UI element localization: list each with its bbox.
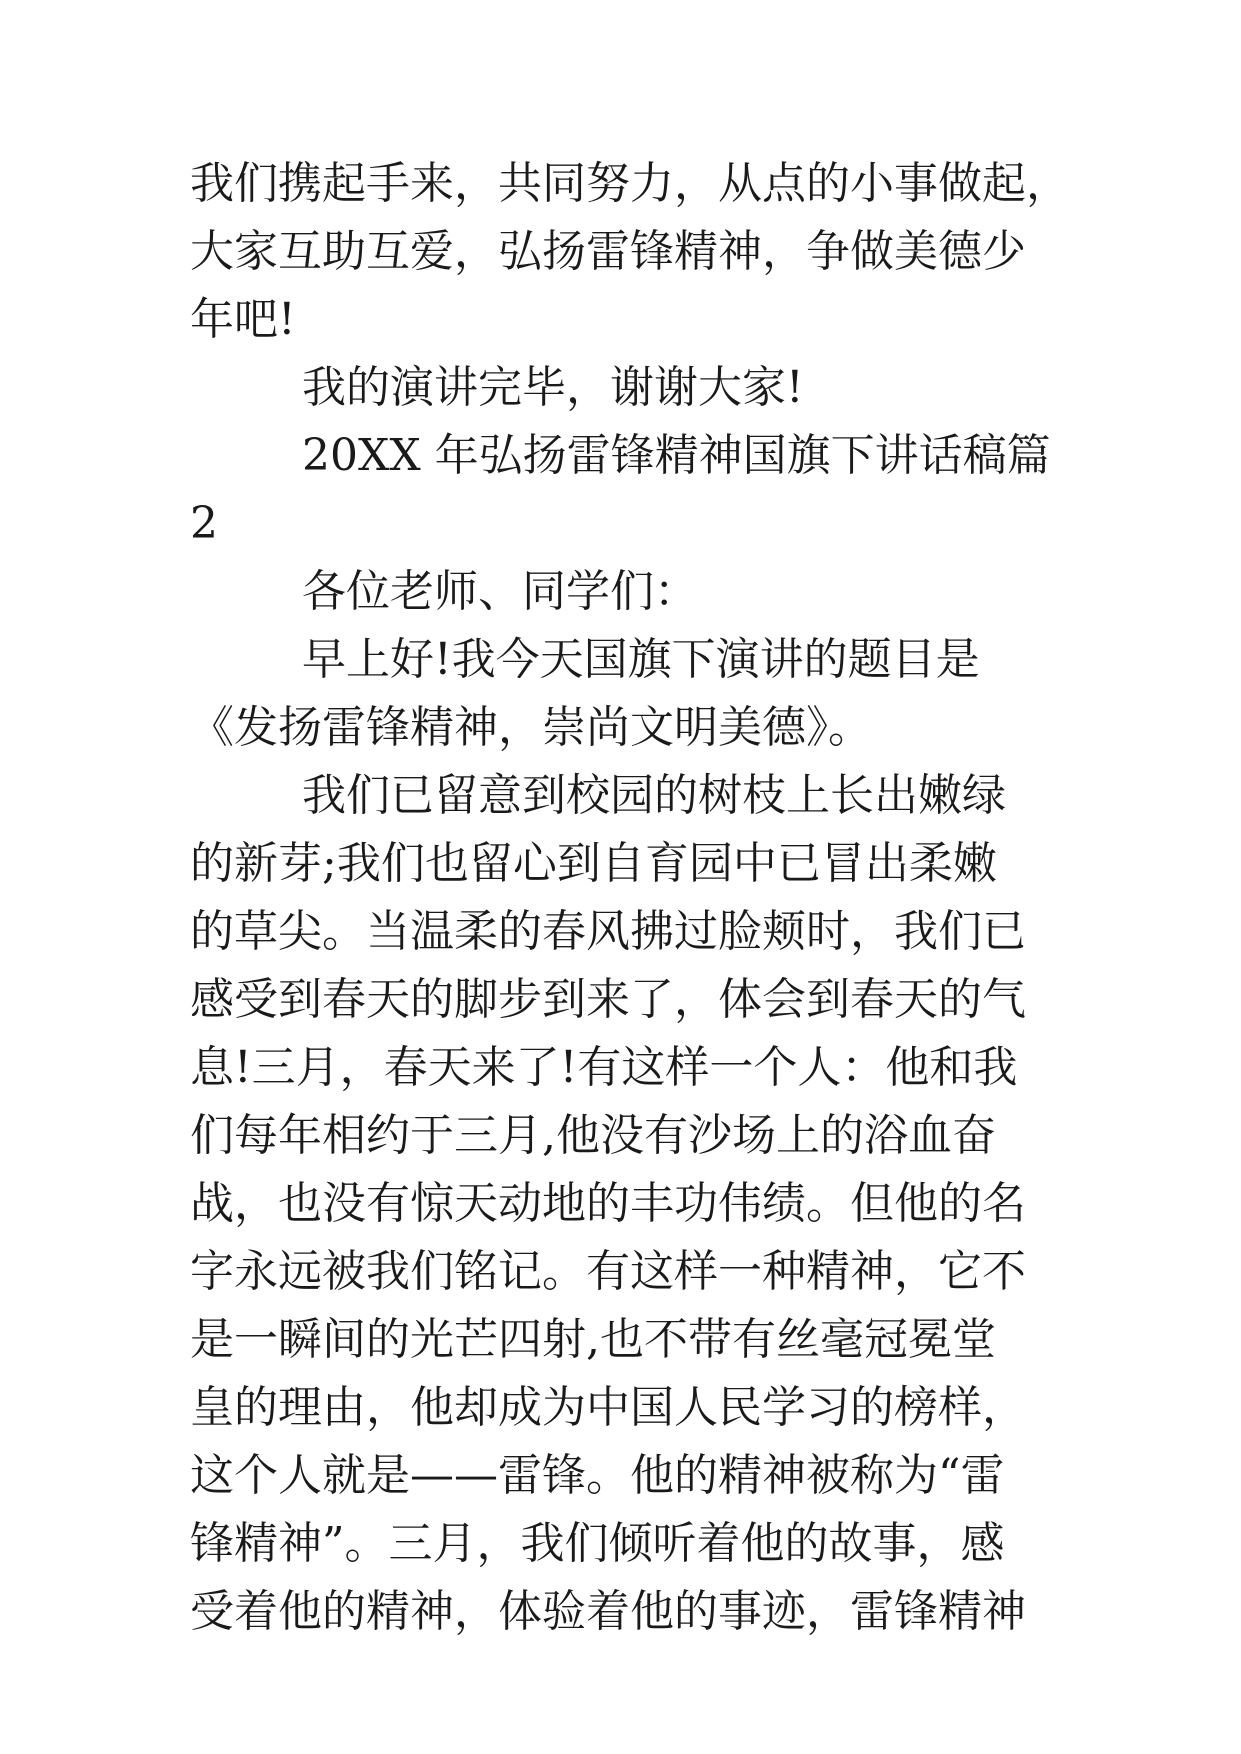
- text-line: 我的演讲完毕，谢谢大家!: [302, 362, 804, 413]
- text-line: 字永远被我们铭记。有这样一种精神，它不: [190, 1246, 1026, 1297]
- text-line: 皇的理由，他却成为中国人民学习的榜样，: [190, 1382, 1026, 1433]
- section-heading: 20XX 年弘扬雷锋精神国旗下讲话稿篇: [302, 430, 1051, 481]
- text-line: 战，也没有惊天动地的丰功伟绩。但他的名: [190, 1178, 1026, 1229]
- text-line: 是一瞬间的光芒四射,也不带有丝毫冠冕堂: [190, 1314, 996, 1365]
- text-line: 息!三月，春天来了!有这样一个人：他和我: [190, 1042, 1018, 1093]
- text-line: 这个人就是——雷锋。他的精神被称为“雷: [190, 1450, 1005, 1501]
- text-line: 感受到春天的脚步到来了，体会到春天的气: [190, 974, 1026, 1025]
- text-line: 的草尖。当温柔的春风拂过脸颊时，我们已: [190, 906, 1026, 957]
- text-line: 受着他的精神，体验着他的事迹，雷锋精神: [190, 1586, 1026, 1637]
- text-line: 大家互助互爱，弘扬雷锋精神，争做美德少: [190, 226, 1026, 277]
- text-line: 们每年相约于三月,他没有沙场上的浴血奋: [190, 1110, 996, 1161]
- document-body: [190, 150, 1070, 1646]
- salutation: 各位老师、同学们：: [302, 566, 698, 617]
- section-heading-continued: 2: [190, 498, 218, 549]
- text-line: 锋精神”。三月，我们倾听着他的故事，感: [190, 1518, 1005, 1569]
- text-line: 早上好!我今天国旗下演讲的题目是: [302, 634, 980, 685]
- text-line: 年吧!: [190, 294, 296, 345]
- text-line: 我们携起手来，共同努力，从点的小事做起，: [190, 158, 1070, 209]
- text-line: 的新芽;我们也留心到自育园中已冒出柔嫩: [190, 838, 997, 889]
- speech-title: 《发扬雷锋精神，崇尚文明美德》。: [190, 702, 872, 753]
- text-line: 我们已留意到校园的树枝上长出嫩绿: [302, 770, 1006, 821]
